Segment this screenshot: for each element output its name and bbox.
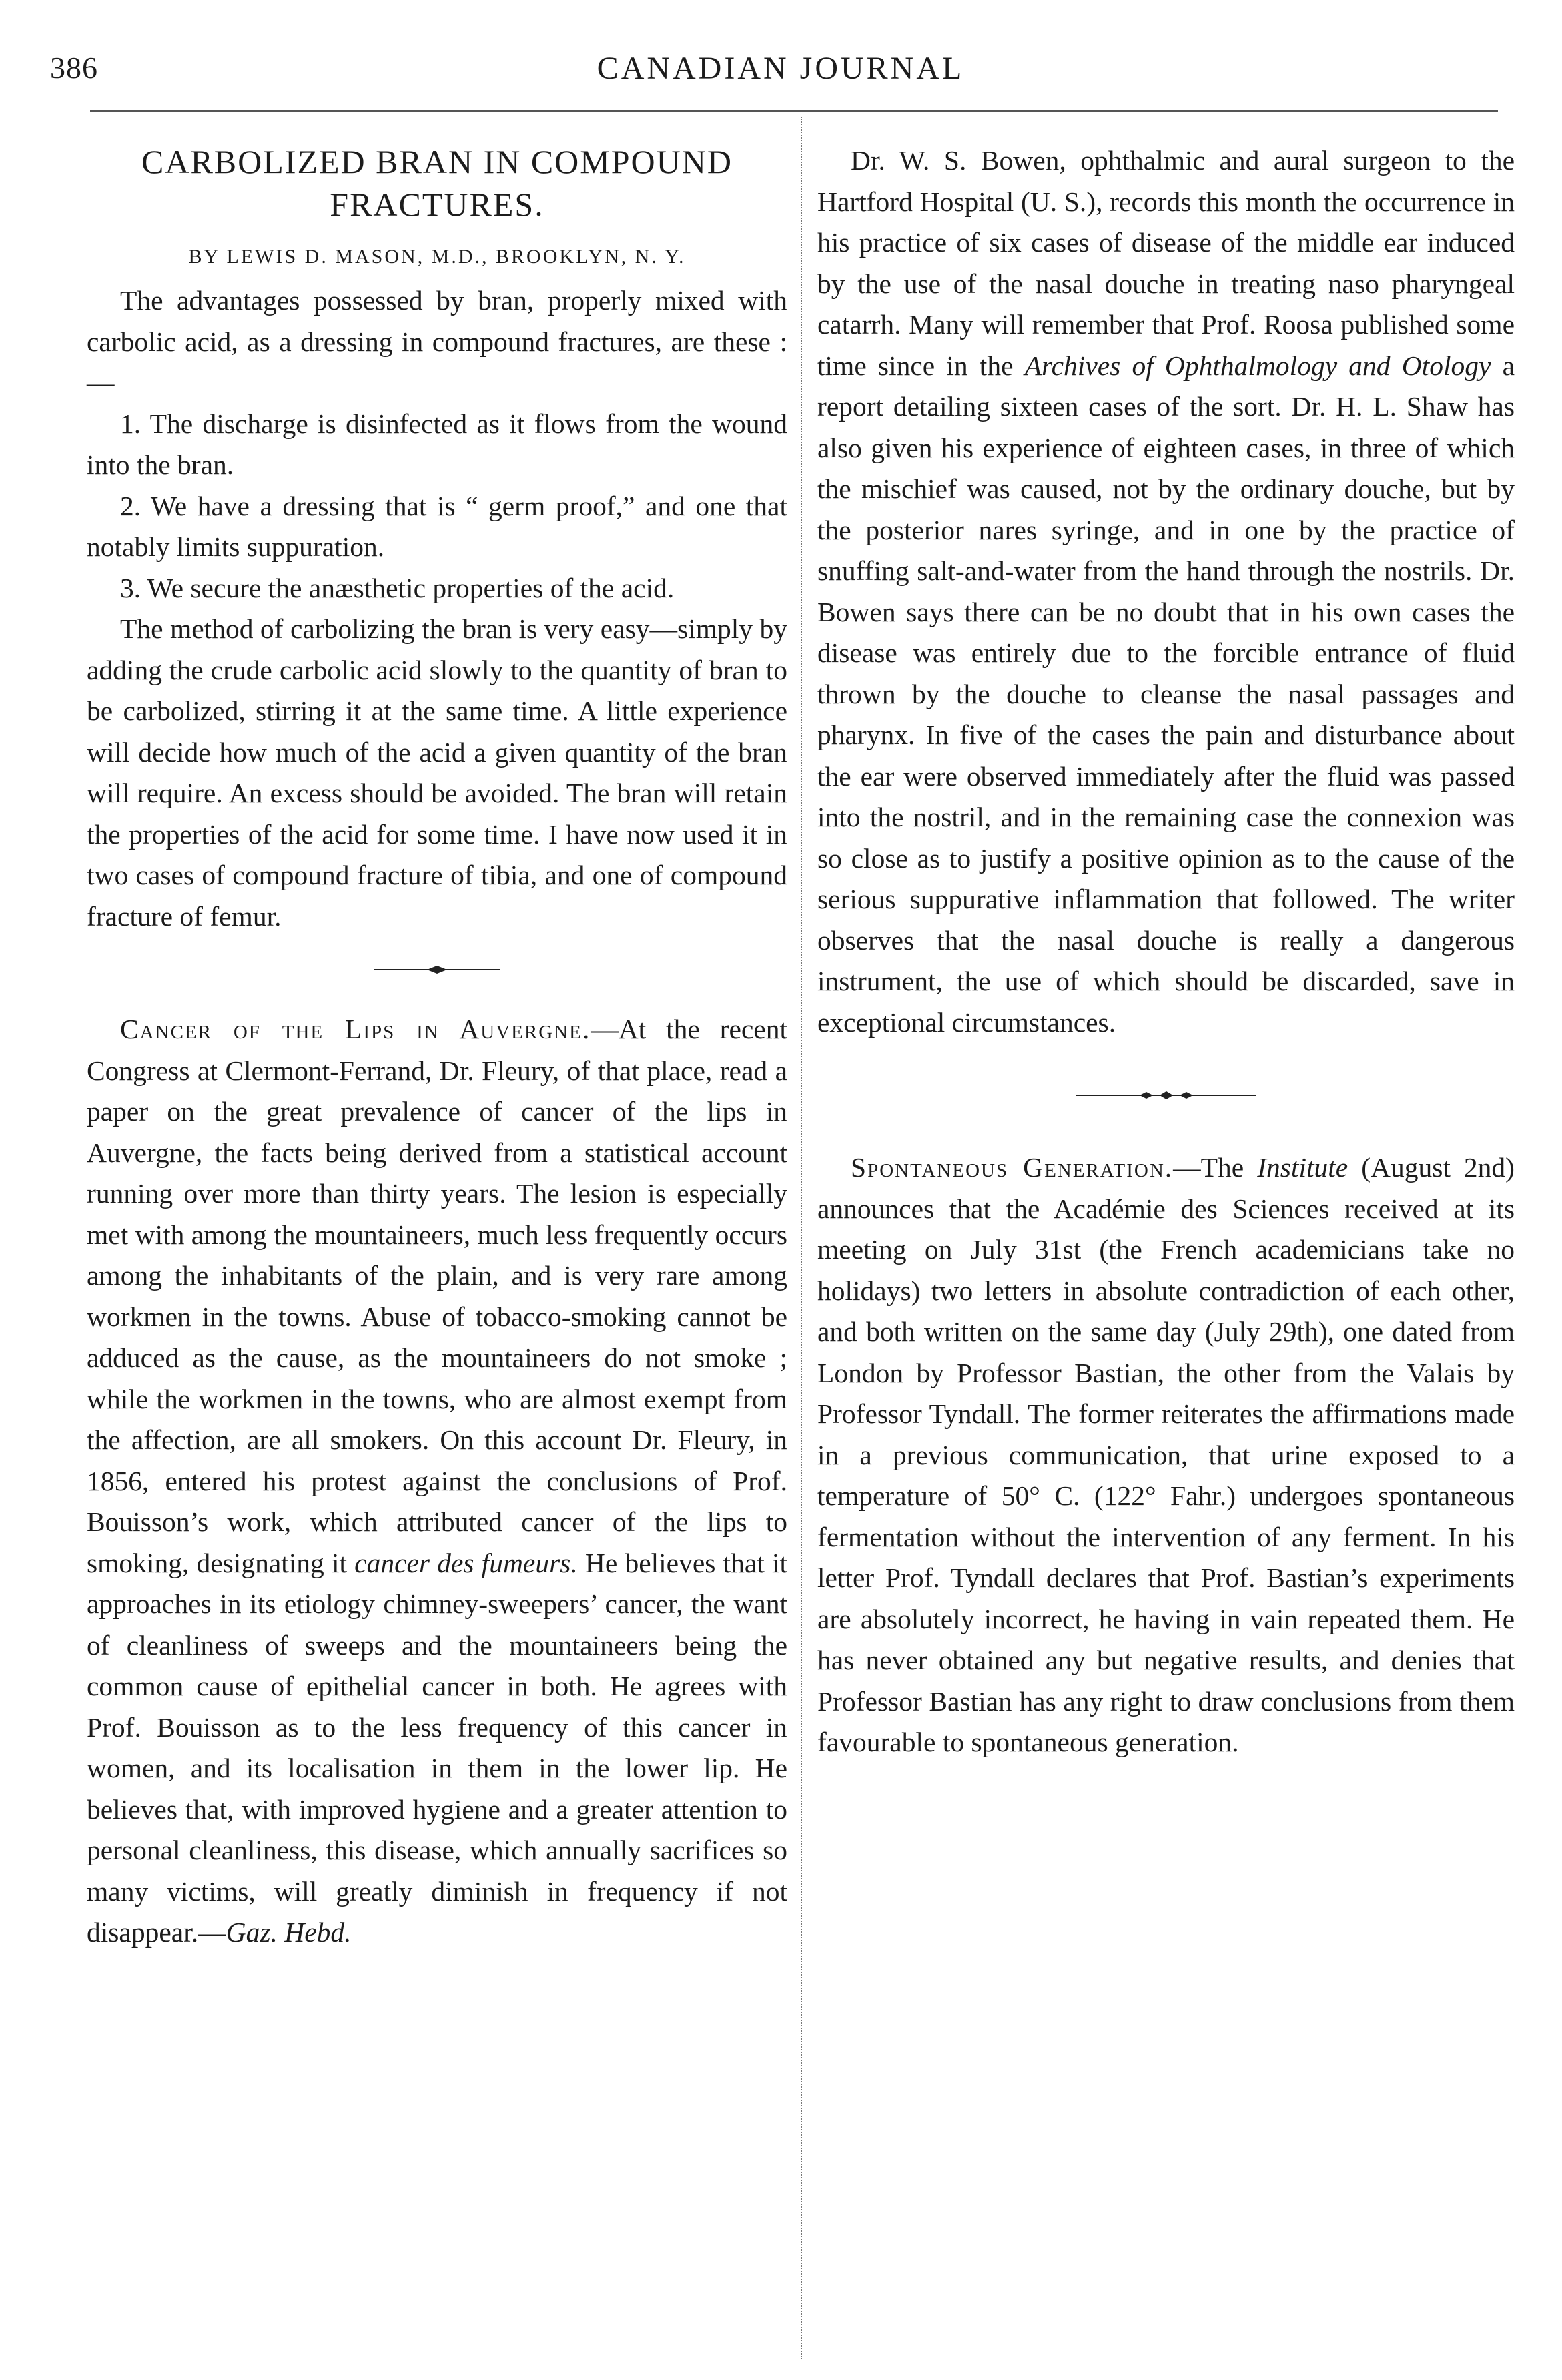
article-body: The method of carbolizing the bran is very easy—simply by adding the crude carbolic acid slowly to the quantity of bran to be carbolized, stirring it at the same time. A little experience will decide how much of the acid a given quantity of the bran will require. An excess should be avoided. The bran will retain the properties of the acid for some time. I have now used it in two cases of compound fracture of tibia, and one of compound fracture of femur.: [87, 613, 787, 932]
section-ornament: [374, 965, 500, 974]
nasal-douche-text-b: a report detailing sixteen cases of the sort. Dr. H. L. Shaw has also given his experience of eighteen cases, in three of which the mischief was caused, not by the ordinary douche, but by the posterior nares syringe, and in one by the practice of snuffing salt-and-water from the hand through the nostrils. Dr. Bowen says there can be no doubt that in his own cases the disease was entirely due to the forcible entrance of fluid thrown by the douche to cleanse the nasal passages and pharynx. In five of the cases the pain and disturbance about the ear were observed immediately after the fluid was passed into the nostril, and in the remaining case the connexion was so close as to justify a positive opinion as to the cause of the serious suppurative inflammation that followed. The writer observes that the nasal douche is really a dangerous instrument, the use of which should be discarded, save in exceptional circumstances.: [817, 350, 1515, 1038]
nasal-douche-article: [817, 140, 1515, 1043]
right-column: [817, 140, 1515, 1763]
section-ornament-right: [1076, 1090, 1256, 1101]
page-header: [50, 50, 1511, 97]
article-title: [87, 140, 787, 226]
cancer-lips-source: Gaz. Hebd.: [226, 1917, 352, 1948]
cancer-lips-article: [87, 1009, 787, 1954]
header-rule: [90, 110, 1498, 112]
article-byline: BY LEWIS D. MASON, M.D., BROOKLYN, N. Y.: [188, 246, 686, 268]
cancer-lips-heading: Cancer of the Lips in Auvergne.: [120, 1014, 591, 1045]
archives-title: Archives of Ophthalmology and Otology: [1024, 350, 1491, 381]
institute-title: Institute: [1257, 1152, 1348, 1183]
article-title-line-2: FRACTURES.: [330, 186, 544, 223]
cancer-term: cancer des fumeurs.: [354, 1547, 578, 1578]
nasal-douche-text-a: Dr. W. S. Bowen, ophthalmic and aural surgeon to the Hartford Hospital (U. S.), records this month the occurrence in his practice of six cases of disease of the middle ear induced by the use of the nasal douche in treating naso pharyngeal catarrh. Many will remember that Prof. Roosa published some time since in the: [817, 145, 1515, 381]
spontaneous-generation-heading: Spontaneous Generation.: [851, 1152, 1174, 1183]
spontaneous-generation-article: [817, 1147, 1515, 1763]
article-title-line-1: CARBOLIZED BRAN IN COMPOUND: [141, 143, 733, 180]
page-number: 386: [50, 51, 98, 85]
point-1: 1. The discharge is disinfected as it flows from the wound into the bran.: [87, 408, 787, 480]
running-head: CANADIAN JOURNAL: [597, 51, 965, 86]
point-3: 3. We secure the anæsthetic properties of the acid.: [120, 572, 675, 603]
article-intro: The advantages possessed by bran, properly mixed with carbolic acid, as a dressing in compound fractures, are these :—: [87, 285, 787, 398]
spontaneous-generation-text-b: (August 2nd) announces that the Académie des Sciences received at its meeting on July 31st (the French academicians take no holidays) two letters in absolute contradiction of each other, and both written on the same day (July 29th), one dated from London by Professor Bastian, the other from the Valais by Professor Tyndall. The former reiterates the affirmations made in a previous communication, that urine exposed to a temperature of 50° C. (122° Fahr.) undergoes spontaneous fermentation without the intervention of any ferment. In his letter Prof. Tyndall declares that Prof. Bastian’s experiments are absolutely incorrect, he having in vain repeated them. He has never obtained any but negative results, and denies that Professor Bastian has any right to draw conclusions from them favourable to spontaneous generation.: [817, 1152, 1515, 1757]
column-divider: [801, 117, 802, 2359]
spontaneous-generation-text-a: —The: [1173, 1152, 1258, 1183]
left-column: [87, 140, 787, 1954]
cancer-lips-text-a: —At the recent Congress at Clermont-Ferrand, Dr. Fleury, of that place, read a paper on the great prevalence of cancer of the lips in Auvergne, the facts being derived from a statistical account running over more than thirty years. The lesion is especially met with among the mountaineers, much less frequently occurs among the inhabitants of the plain, and is very rare among workmen in the towns. Abuse of tobacco-smoking cannot be adduced as the cause, as the mountaineers do not smoke ; while the workmen in the towns, who are almost exempt from the affection, are all smokers. On this account Dr. Fleury, in 1856, entered his protest against the conclusions of Prof. Bouisson’s work, which attributed cancer of the lips to smoking, designating it: [87, 1014, 787, 1578]
point-2: 2. We have a dressing that is “ germ proof,” and one that notably limits suppuration.: [87, 490, 787, 562]
cancer-lips-text-b: He believes that it approaches in its etiology chimney-sweepers’ cancer, the want of cleanliness of sweeps and the mountaineers being the common cause of epithelial cancer in both. He agrees with Prof. Bouisson as to the less frequency of this cancer in women, and its localisation in them in the lower lip. He believes that, with improved hygiene and a greater attention to personal cleanliness, this disease, which annually sacrifices so many victims, will greatly diminish in frequency if not disappear.—: [87, 1547, 787, 1948]
